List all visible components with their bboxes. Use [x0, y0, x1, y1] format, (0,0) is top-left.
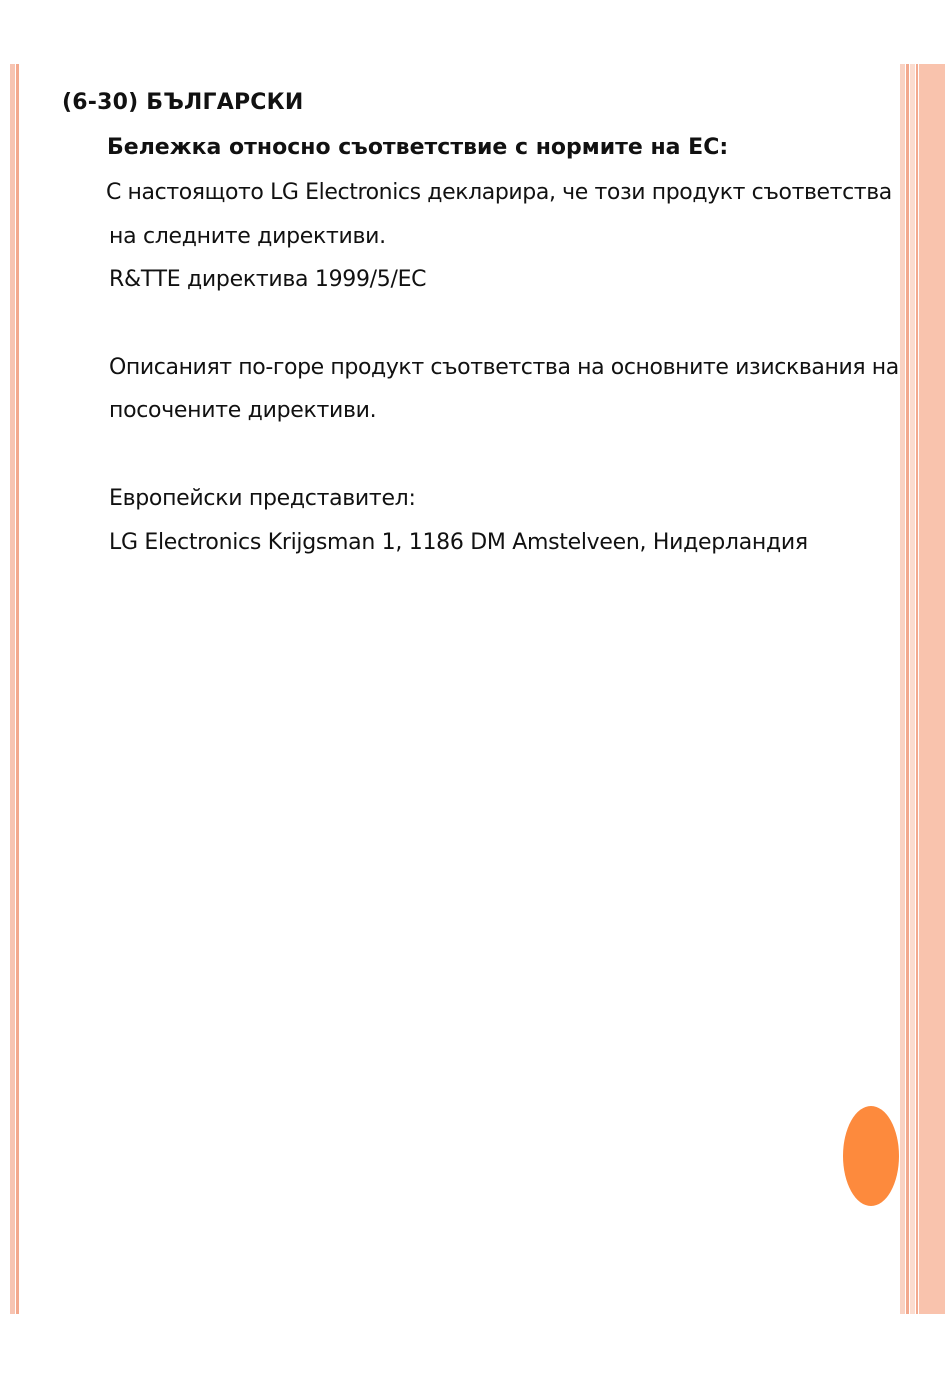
section-heading: (6-30) БЪЛГАРСКИ — [62, 90, 304, 115]
left-border-stripe — [10, 64, 15, 1314]
right-border-band — [919, 64, 945, 1314]
representative-address: LG Electronics Krijgsman 1, 1186 DM Amstelveen, Нидерландия — [109, 530, 808, 555]
representative-label: Европейски представител: — [109, 486, 416, 511]
right-border-line-inner — [916, 64, 918, 1314]
compliance-line-1: Описаният по-горе продукт съответства на основните изисквания на — [109, 355, 899, 380]
compliance-line-2: посочените директиви. — [109, 398, 377, 423]
right-border-stripe — [900, 64, 905, 1314]
directive-line: R&TTE директива 1999/5/EC — [109, 267, 427, 292]
right-border-line — [906, 64, 909, 1314]
declaration-line-2: на следните директиви. — [109, 224, 386, 249]
declaration-line-1: С настоящото LG Electronics декларира, че този продукт съответства — [106, 180, 892, 205]
decorative-orange-oval — [843, 1106, 899, 1206]
left-border-line — [16, 64, 19, 1314]
notice-title: Бележка относно съответствие с нормите на ЕС: — [107, 135, 729, 160]
right-border-stripe-inner — [910, 64, 915, 1314]
